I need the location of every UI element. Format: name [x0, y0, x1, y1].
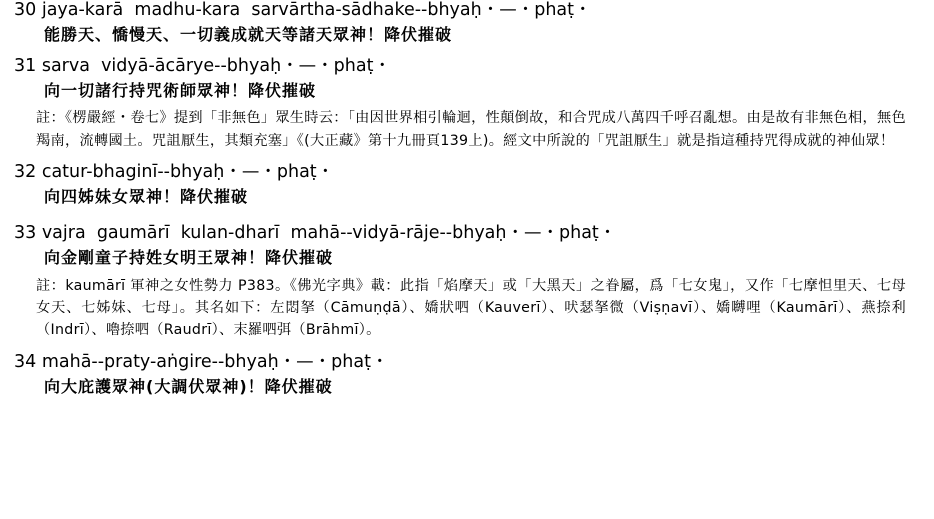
mantra-entry-33 [0, 223, 934, 342]
chinese-translation-line: 向大庇護眾神(大調伏眾神)！降伏摧破 [44, 376, 333, 396]
chinese-translation-line: 向一切諸行持咒術師眾神！降伏摧破 [44, 80, 317, 100]
mantra-entry-32 [0, 162, 934, 208]
transliteration-line: 30 jaya-karā madhu-kara sarvārtha-sādhake--bhyaḥ・—・phaṭ・ [14, 0, 592, 20]
mantra-entry-34 [0, 352, 934, 398]
chinese-translation-line: 向金剛童子持姓女明王眾神！降伏摧破 [44, 247, 334, 267]
mantra-entry-31 [0, 56, 934, 153]
transliteration-line: 31 sarva vidyā-ācārye--bhyaḥ・—・phaṭ・ [14, 55, 391, 76]
chinese-translation-line: 能勝天、憍慢天、一切義成就天等諸天眾神！降伏摧破 [44, 24, 453, 44]
footnote-text: 註：《楞嚴經・卷七》提到「非無色」眾生時云：「由因世界相引輪迴，性顛倒故，和合咒成八萬四千呼召亂想。由是故有非無色相，無色羯南，流轉國土。咒詛厭生，其類充塞」《(大正藏》第十九冊頁139上)。經文中所說的「咒詛厭生」就是指這種持咒得成就的神仙眾！ [36, 110, 906, 149]
transliteration-line: 33 vajra gaumārī kulan-dharī mahā--vidyā-rāje--bhyaḥ・—・phaṭ・ [14, 222, 617, 243]
spacer [0, 214, 934, 223]
mantra-entry-30 [0, 0, 934, 46]
footnote-text: 註：kaumārī 軍神之女性勢力 P383。《佛光字典》載：此指「焰摩天」或「大黑天」之眷屬，爲「七女鬼」，又作「七摩怛里天、七母女天、七姊妹、七母」。其名如下：左悶拏（Cāmuṇḍā）、嬌狀呬（Kauverī）、吠瑟拏微（Viṣṇavī）、嬌嚩哩（Kaumārī）、燕捺利（Indrī）、嚕捺呬（Raudrī）、末羅呬弭（Brāhmī）。 [36, 277, 906, 339]
chinese-translation-line: 向四姊妹女眾神！降伏摧破 [44, 187, 249, 207]
transliteration-line: 32 catur-bhaginī--bhyaḥ・—・phaṭ・ [14, 162, 335, 183]
transliteration-line: 34 mahā--praty-aṅgire--bhyaḥ・—・phaṭ・ [14, 351, 389, 372]
